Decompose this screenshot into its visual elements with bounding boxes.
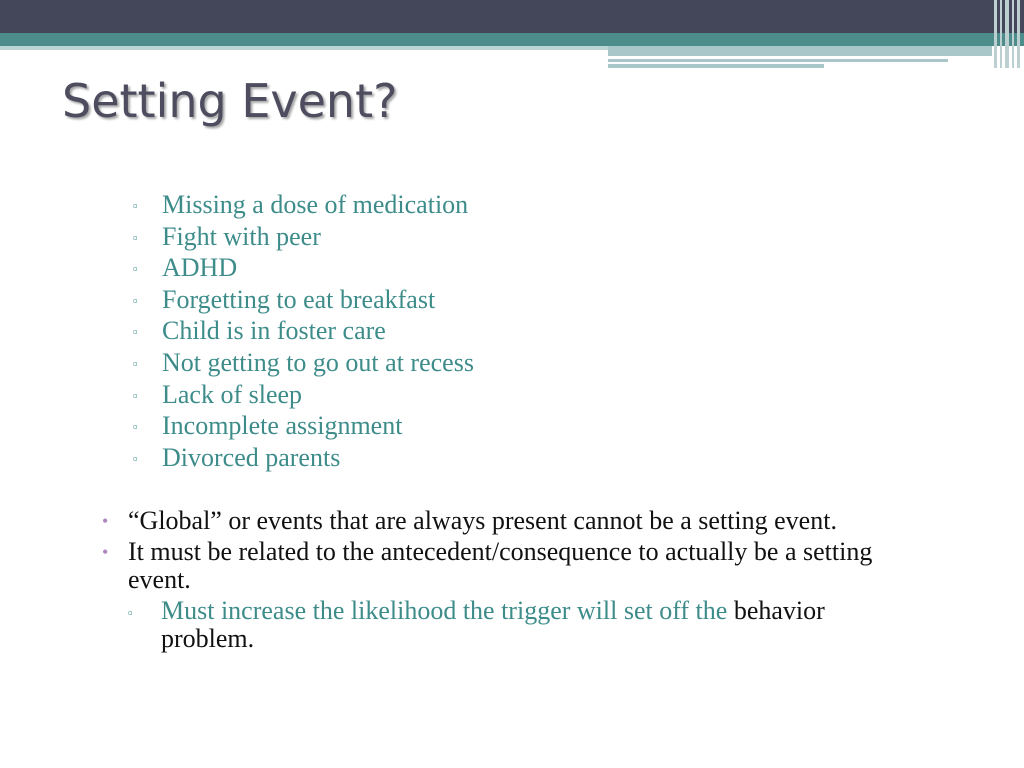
- square-bullet-icon: ▫: [133, 419, 138, 435]
- main-bullet-list: [102, 507, 928, 656]
- bullet-text: It must be related to the antecedent/consequence to actually be a setting event.: [128, 537, 873, 594]
- square-bullet-icon: ▫: [128, 605, 133, 620]
- bullet-dot-icon: •: [102, 542, 109, 562]
- list-item-text: ADHD: [162, 253, 238, 283]
- list-item-text: Incomplete assignment: [162, 411, 403, 441]
- list-item-text: Child is in foster care: [162, 316, 386, 346]
- accent-stripe: [608, 64, 824, 68]
- nested-item-text: [161, 597, 861, 653]
- square-bullet-icon: ▫: [133, 324, 138, 340]
- square-bullet-icon: ▫: [133, 355, 138, 371]
- list-item: [133, 252, 474, 284]
- square-bullet-icon: ▫: [133, 229, 138, 245]
- bullet-dot-icon: •: [102, 511, 109, 531]
- list-item-text: Fight with peer: [162, 221, 321, 251]
- teal-band: [0, 33, 1024, 46]
- list-item: [133, 315, 474, 347]
- square-bullet-icon: ▫: [133, 387, 138, 403]
- highlighted-text: Must increase the likelihood the trigger will set off the: [161, 596, 728, 625]
- square-bullet-icon: ▫: [133, 261, 138, 277]
- list-item: [133, 284, 474, 316]
- list-item-text: Not getting to go out at recess: [162, 347, 474, 377]
- accent-stripe: [608, 59, 948, 62]
- slide-title: Setting Event?: [62, 74, 398, 128]
- list-item-text: Lack of sleep: [162, 379, 303, 409]
- list-item-text: Divorced parents: [162, 442, 341, 472]
- nested-item: [128, 597, 928, 653]
- list-item-text: Missing a dose of medication: [162, 190, 469, 219]
- list-item-text: Forgetting to eat breakfast: [162, 284, 436, 314]
- list-item: [133, 410, 474, 442]
- list-item: [133, 379, 474, 411]
- accent-stripe: [608, 46, 992, 56]
- square-bullet-icon: ▫: [133, 450, 138, 466]
- bullet-text: “Global” or events that are always present cannot be a setting event.: [128, 506, 837, 535]
- list-item: [133, 189, 474, 221]
- plain-text: behavior problem.: [161, 596, 825, 653]
- top-dark-bar: [0, 0, 1024, 33]
- square-bullet-icon: ▫: [133, 198, 138, 213]
- list-item: [133, 221, 474, 253]
- bullet-item: [102, 538, 928, 653]
- light-band: [0, 46, 608, 50]
- examples-list: [133, 189, 474, 473]
- vertical-stripes: [992, 0, 1024, 68]
- square-bullet-icon: ▫: [133, 292, 138, 308]
- list-item: [133, 442, 474, 474]
- bullet-item: [102, 507, 928, 535]
- nested-list: [128, 597, 928, 653]
- list-item: [133, 347, 474, 379]
